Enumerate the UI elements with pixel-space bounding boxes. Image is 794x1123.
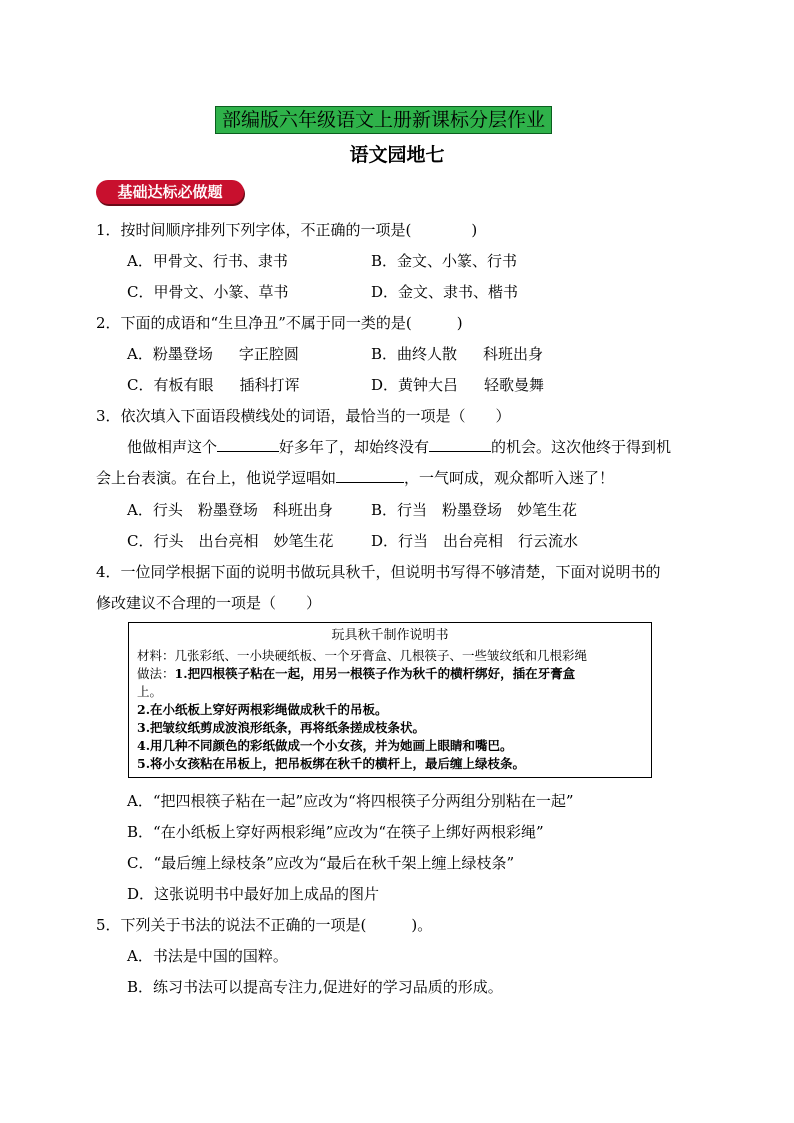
series-banner: 部编版六年级语文上册新课标分层作业 [215, 106, 552, 134]
manual-step-3: 3.把皱纹纸剪成波浪形纸条，再将纸条搓成枝条状。 [137, 720, 426, 735]
option-text: 科班出身 [483, 345, 544, 363]
fill-blank-2[interactable] [429, 437, 491, 452]
instruction-manual-box [128, 622, 652, 778]
question-1-stem: 1．按时间顺序排列下列字体，不正确的一项是( ) [96, 221, 478, 239]
question-2-option-a [127, 343, 299, 365]
passage-text: 他做相声这个 [127, 438, 218, 456]
section-badge: 基础达标必做题 [96, 180, 244, 204]
manual-step-1 [137, 665, 575, 683]
passage-text: 好多年了，却始终没有 [279, 438, 430, 456]
question-5-option-a: A．书法是中国的国粹。 [127, 947, 288, 965]
question-1-option-d: D．金文、隶书、楷书 [371, 283, 519, 301]
option-text: C．有板有眼 [127, 376, 214, 394]
passage-text: 会上台表演。在台上，他说学逗唱如 [96, 469, 337, 487]
question-2-option-b [371, 343, 543, 365]
question-3-option-d: D．行当 出台亮相 行云流水 [371, 532, 579, 550]
question-5-stem: 5．下列关于书法的说法不正确的一项是( )。 [96, 916, 433, 934]
option-text: 字正腔圆 [238, 345, 299, 363]
option-text: D．黄钟大吕 [371, 376, 459, 394]
question-3-stem: 3．依次填入下面语段横线处的词语，最恰当的一项是（ ） [96, 407, 511, 425]
question-3-passage-line-1 [127, 436, 671, 458]
question-4-option-c: C．“最后缠上绿枝条”应改为“最后在秋千架上缠上绿枝条” [127, 854, 515, 872]
question-4-option-a: A．“把四根筷子粘在一起”应改为“将四根筷子分两组分别粘在一起” [127, 792, 574, 810]
question-2-stem: 2．下面的成语和“生旦净丑”不属于同一类的是( ) [96, 314, 463, 332]
question-4-option-b: B．“在小纸板上穿好两根彩绳”应改为“在筷子上绑好两根彩绳” [127, 823, 544, 841]
question-2-option-c [127, 374, 300, 396]
manual-title: 玩具秋千制作说明书 [331, 628, 449, 643]
question-3-option-c: C．行头 出台亮相 妙笔生花 [127, 532, 334, 550]
passage-text: 的机会。这次他终于得到机 [491, 438, 672, 456]
manual-step-4: 4.用几种不同颜色的彩纸做成一个小女孩，并为她画上眼睛和嘴巴。 [137, 738, 513, 753]
manual-materials: 材料：几张彩纸、一小块硬纸板、一个牙膏盒、几根筷子、一些皱纹纸和几根彩绳 [137, 648, 588, 663]
option-text: A．粉墨登场 [127, 345, 213, 363]
question-3-passage-line-2 [96, 467, 614, 489]
fill-blank-3[interactable] [336, 468, 404, 483]
question-5-option-b: B．练习书法可以提高专注力,促进好的学习品质的形成。 [127, 978, 503, 996]
question-4-stem-line-1: 4．一位同学根据下面的说明书做玩具秋千，但说明书写得不够清楚，下面对说明书的 [96, 563, 661, 581]
question-4-stem-line-2: 修改建议不合理的一项是（ ） [96, 594, 322, 612]
question-3-option-a: A．行头 粉墨登场 科班出身 [127, 501, 333, 519]
question-1-option-a: A．甲骨文、行书、隶书 [127, 252, 288, 270]
question-1-option-c: C．甲骨文、小篆、草书 [127, 283, 289, 301]
option-text: 插科打诨 [239, 376, 300, 394]
passage-text: ，一气呵成，观众都听入迷了！ [404, 469, 615, 487]
option-text: 轻歌曼舞 [484, 376, 545, 394]
manual-step-text: 1.把四根筷子粘在一起，用另一根筷子作为秋千的横杆绑好，插在牙膏盒 [174, 666, 576, 681]
manual-step-1-cont: 上。 [137, 684, 163, 699]
option-text: B．曲终人散 [371, 345, 458, 363]
manual-step-5: 5.将小女孩粘在吊板上，把吊板绑在秋千的横杆上，最后缠上绿枝条。 [137, 756, 526, 771]
question-2-option-d [371, 374, 544, 396]
question-4-option-d: D．这张说明书中最好加上成品的图片 [127, 885, 380, 903]
manual-method-label: 做法： [137, 666, 175, 681]
page-title: 语文园地七 [349, 144, 445, 166]
question-1-option-b: B．金文、小篆、行书 [371, 252, 518, 270]
question-3-option-b: B．行当 粉墨登场 妙笔生花 [371, 501, 578, 519]
fill-blank-1[interactable] [217, 437, 279, 452]
manual-step-2: 2.在小纸板上穿好两根彩绳做成秋千的吊板。 [137, 702, 388, 717]
